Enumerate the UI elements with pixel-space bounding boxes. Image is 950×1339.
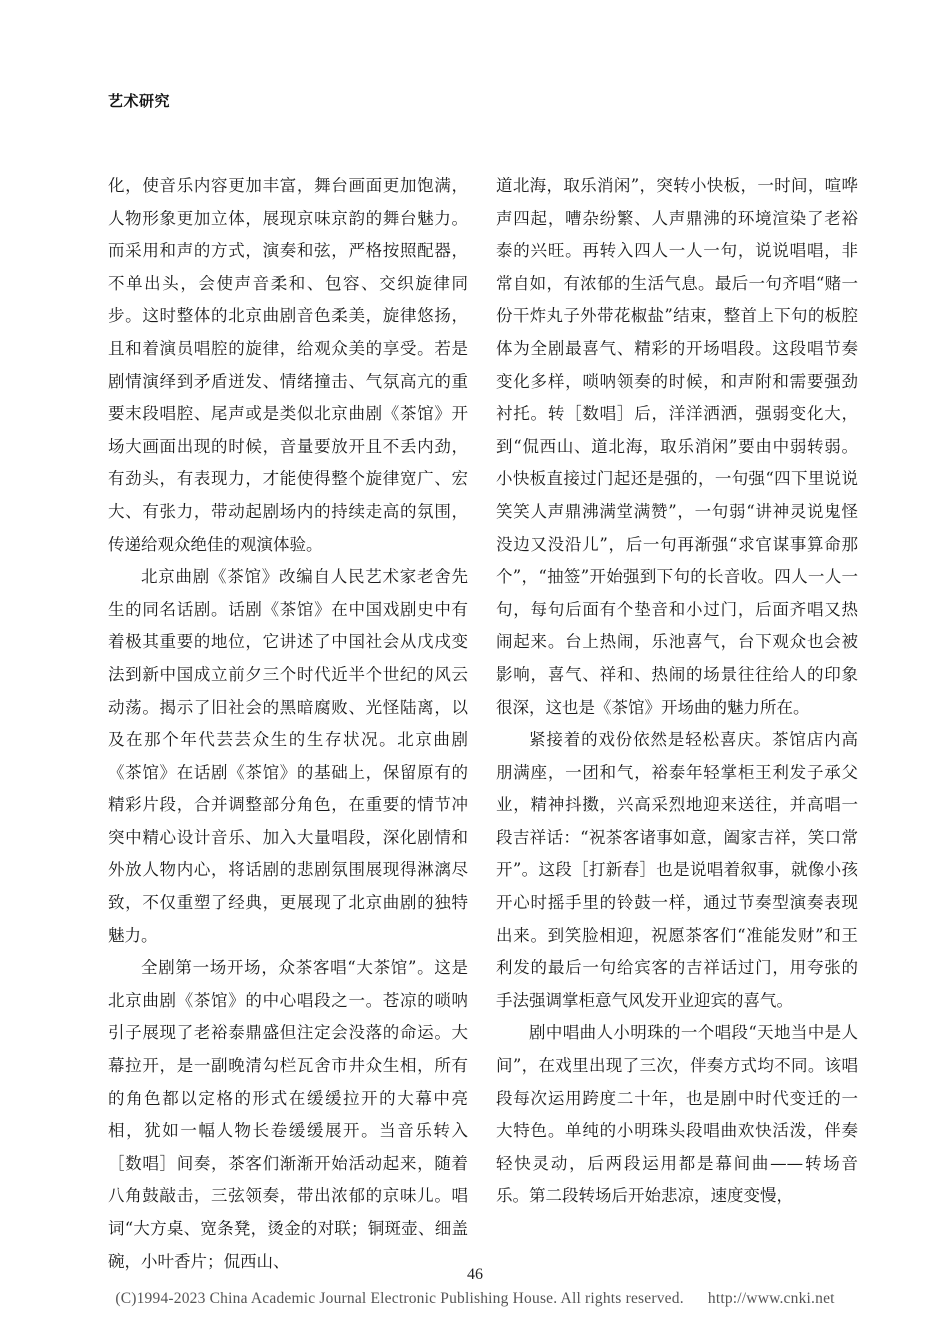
paragraph: 北京曲剧《茶馆》改编自人民艺术家老舍先生的同名话剧。话剧《茶馆》在中国戏剧史中有着极其重要的地位，它讲述了中国社会从戊戌变法到新中国成立前夕三个时代近半个世纪的风云动荡。揭示了旧社会的黑暗腐败、光怪陆离，以及在那个年代芸芸众生的生存状况。北京曲剧《茶馆》在话剧《茶馆》的基础上，保留原有的精彩片段，合并调整部分角色，在重要的情节冲突中精心设计音乐、加入大量唱段，深化剧情和外放人物内心，将话剧的悲剧氛围展现得淋漓尽致，不仅重塑了经典，更展现了北京曲剧的独特魅力。 <box>108 567 468 945</box>
section-header: 艺术研究 <box>108 92 171 110</box>
paragraph: 化，使音乐内容更加丰富，舞台画面更加饱满，人物形象更加立体，展现京味京韵的舞台魅力。而采用和声的方式，演奏和弦，严格按照配器，不单出头，会使声音柔和、包容、交织旋律同步。这时整体的北京曲剧音色柔美，旋律悠扬，且和着演员唱腔的旋律，给观众美的享受。若是剧情演绎到矛盾迸发、情绪撞击、气氛高亢的重要末段唱腔、尾声或是类似北京曲剧《茶馆》开场大画面出现的时候，音量要放开且不丢内劲，有劲头，有表现力，才能使得整个旋律宽广、宏大、有张力，带动起剧场内的持续走高的氛围，传递给观众绝佳的观演体验。 <box>108 176 468 554</box>
page-number: 46 <box>467 1266 483 1283</box>
copyright-notice: (C)1994-2023 China Academic Journal Electronic Publishing House. All rights reserved. <box>115 1290 684 1307</box>
paragraph: 剧中唱曲人小明珠的一个唱段“天地当中是人间”，在戏里出现了三次，伴奏方式均不同。该唱段每次运用跨度二十年，也是剧中时代变迁的一大特色。单纯的小明珠头段唱曲欢快活泼，伴奏轻快灵动，后两段运用都是幕间曲——转场音乐。第二段转场后开始悲凉，速度变慢， <box>496 1023 858 1206</box>
right-column <box>496 170 858 1213</box>
cnki-link[interactable]: http://www.cnki.net <box>707 1290 835 1307</box>
copyright-footer <box>0 1290 950 1308</box>
paragraph: 全剧第一场开场，众茶客唱“大茶馆”。这是北京曲剧《茶馆》的中心唱段之一。苍凉的唢呐引子展现了老裕泰鼎盛但注定会没落的命运。大幕拉开，是一副晚清勾栏瓦舍市井众生相，所有的角色都以定格的形式在缓缓拉开的大幕中亮相，犹如一幅人物长卷缓缓展开。当音乐转入［数唱］间奏，茶客们渐渐开始活动起来，随着八角鼓敲击，三弦领奏，带出浓郁的京味儿。唱词“大方桌、宽条凳，烫金的对联；铜斑壶、细盖碗，小叶香片；侃西山、 <box>108 958 468 1271</box>
left-column <box>108 170 468 1278</box>
paragraph: 紧接着的戏份依然是轻松喜庆。茶馆店内高朋满座，一团和气，裕泰年轻掌柜王利发子承父业，精神抖擞，兴高采烈地迎来送往，并高唱一段吉祥话：“祝茶客诸事如意，阖家吉祥，笑口常开”。这段［打新春］也是说唱着叙事，就像小孩开心时摇手里的铃鼓一样，通过节奏型演奏表现出来。到笑脸相迎，祝愿茶客们“准能发财”和王利发的最后一句给宾客的吉祥话过门，用夸张的手法强调掌柜意气风发开业迎宾的喜气。 <box>496 730 858 1010</box>
paragraph: 道北海，取乐消闲”，突转小快板，一时间，喧哗声四起，嘈杂纷繁、人声鼎沸的环境渲染了老裕泰的兴旺。再转入四人一人一句，说说唱唱，非常自如，有浓郁的生活气息。最后一句齐唱“赌一份干炸丸子外带花椒盐”结束，整首上下句的板腔体为全剧最喜气、精彩的开场唱段。这段唱节奏变化多样，唢呐领奏的时候，和声附和需要强劲衬托。转［数唱］后，洋洋洒洒，强弱变化大，到“侃西山、道北海，取乐消闲”要由中弱转弱。小快板直接过门起还是强的，一句强“四下里说说笑笑人声鼎沸满堂满赞”，一句弱“讲神灵说鬼怪没边又没沿儿”，后一句再渐强“求官谋事算命那个”，“抽签”开始强到下句的长音收。四人一人一句，每句后面有个垫音和小过门，后面齐唱又热闹起来。台上热闹，乐池喜气，台下观众也会被影响，喜气、祥和、热闹的场景往往给人的印象很深，这也是《茶馆》开场曲的魅力所在。 <box>496 176 858 717</box>
